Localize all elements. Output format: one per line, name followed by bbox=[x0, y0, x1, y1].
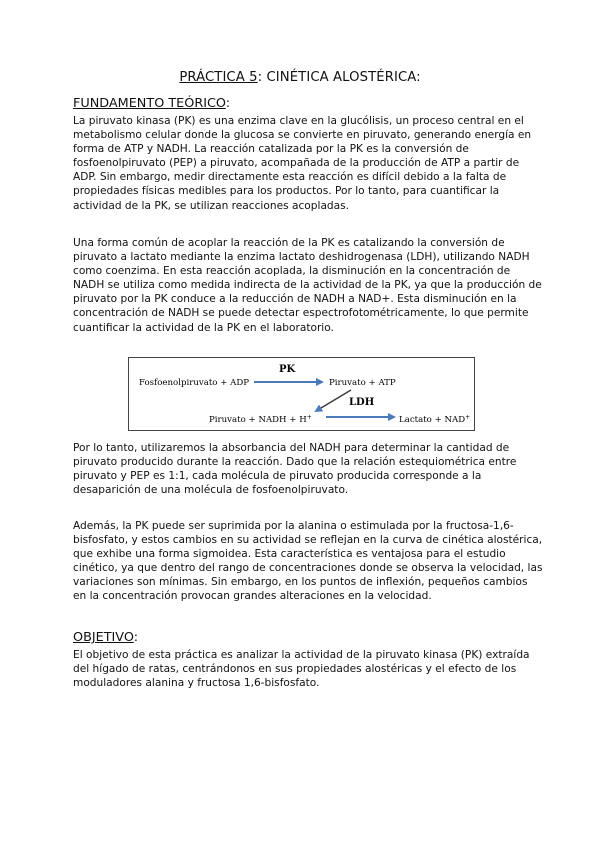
paragraph-4: Además, la PK puede ser suprimida por la alanina o estimulada por la fructosa-1,6-bisfosfato, y estos cambios en su actividad se reflejan en la curva de cinética alostérica, que exhibe una forma sigmoidea. Esta característica es ventajosa para el estudio cinético, ya que dentro del rango de concentraciones donde se observa la velocidad, las variaciones son mínimas. Sin embargo, en los puntos de inflexión, pequeños cambios en la concentración provocan grandes alteraciones en la velocidad. bbox=[73, 520, 543, 603]
substrate-pep-adp: Fosfoenolpiruvato + ADP bbox=[139, 378, 250, 388]
product-nad-superscript: + bbox=[465, 414, 471, 421]
paragraph-objective: El objetivo de esta práctica es analizar la actividad de la piruvato kinasa (PK) extraída del hígado de ratas, centrándonos en sus propiedades alostéricas y el efecto de los moduladores alanina y fructosa 1,6-bisfosfato. bbox=[73, 649, 530, 690]
objetivo-heading-text: OBJETIVO bbox=[73, 630, 134, 645]
title-practice-number: PRÁCTICA 5 bbox=[179, 70, 258, 85]
section-heading-colon: : bbox=[225, 96, 231, 111]
page-title bbox=[0, 70, 600, 85]
product-lactate-nad-text: Lactato + NAD bbox=[399, 415, 466, 425]
section-heading-objetivo bbox=[73, 630, 138, 645]
substrate-h-superscript: + bbox=[306, 414, 312, 421]
section-heading-fundamento bbox=[73, 96, 230, 111]
enzyme-ldh-label: LDH bbox=[349, 397, 375, 408]
paragraph-3: Por lo tanto, utilizaremos la absorbancia del NADH para determinar la cantidad de piruvato producido durante la reacción. Dado que la relación estequiométrica entre piruvato y PEP es 1:1, cada molécula de piruvato producida corresponde a la desaparición de una molécula de fosfoenolpiruvato. bbox=[73, 442, 517, 497]
product-pyruvate-atp: Piruvato + ATP bbox=[329, 378, 396, 388]
reaction-scheme bbox=[129, 358, 476, 432]
paragraph-1: La piruvato kinasa (PK) es una enzima clave en la glucólisis, un proceso central en el metabolismo celular donde la glucosa se convierte en piruvato, generando energía en forma de ATP y NADH. La reacción catalizada por la PK es la conversión de fosfoenolpiruvato (PEP) a piruvato, acompañada de la producción de ATP a partir de ADP. Sin embargo, medir directamente esta reacción es difícil debido a la falta de propiedades físicas medibles para los productos. Por lo tanto, para cuantificar la actividad de la PK, se utilizan reacciones acopladas. bbox=[73, 115, 532, 212]
coupling-arrow bbox=[316, 390, 351, 411]
coupled-reaction-diagram bbox=[128, 357, 475, 431]
section-heading-text: FUNDAMENTO TEÓRICO bbox=[73, 96, 226, 111]
substrate-pyruvate-nadh-text: Piruvato + NADH + H bbox=[209, 415, 307, 425]
paragraph-2: Una forma común de acoplar la reacción de la PK es catalizando la conversión de piruvato a lactato mediante la enzima lactato deshidrogenasa (LDH), utilizando NADH como coenzima. En esta reacción acoplada, la disminución en la concentración de NADH se utiliza como medida indirecta de la actividad de la PK, ya que la producción de piruvato por la PK conduce a la reducción de NADH a NAD+. Esta disminución en la concentración de NADH se puede detectar espectrofotométricamente, lo que permite cuantificar la actividad de la PK en el laboratorio. bbox=[73, 237, 542, 334]
title-topic: : CINÉTICA ALOSTÉRICA: bbox=[257, 70, 421, 85]
substrate-pyruvate-nadh bbox=[209, 414, 312, 425]
enzyme-pk-label: PK bbox=[279, 364, 296, 375]
product-lactate-nad bbox=[399, 414, 470, 425]
objetivo-heading-colon: : bbox=[133, 630, 138, 645]
